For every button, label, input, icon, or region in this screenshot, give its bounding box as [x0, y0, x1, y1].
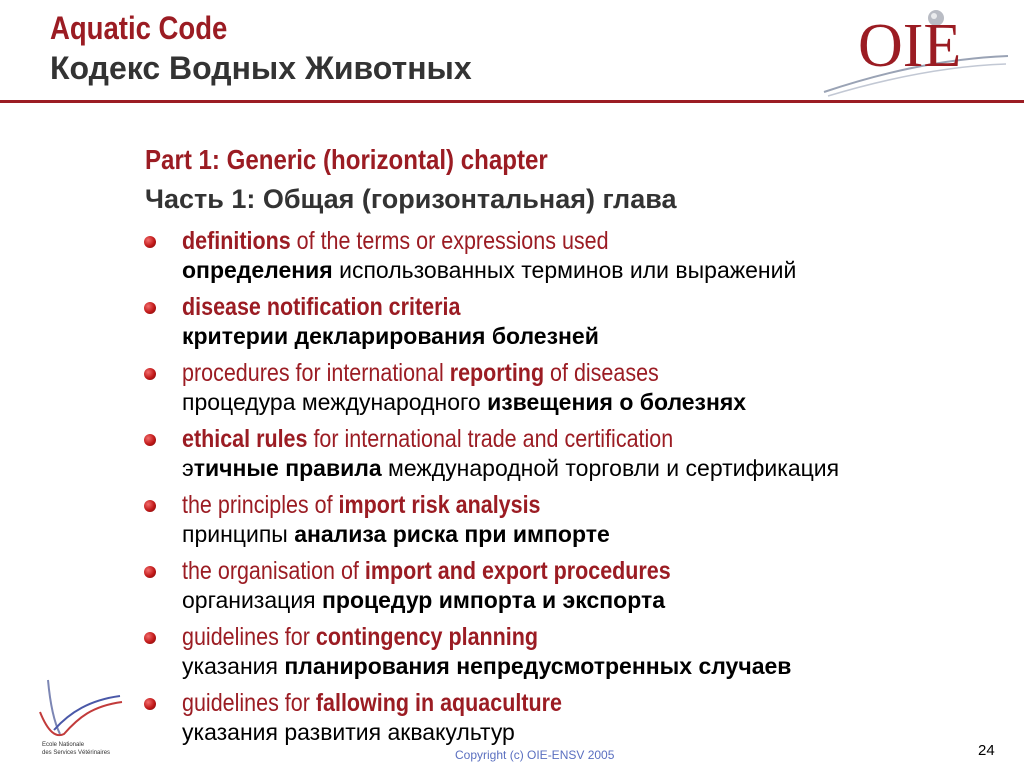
list-item	[144, 292, 1004, 351]
bullet-icon	[144, 236, 156, 248]
part-heading-en: Part 1: Generic (horizontal) chapter	[145, 144, 548, 175]
item-russian	[182, 718, 1004, 747]
item-english-text: for international trade and certification	[307, 425, 674, 453]
oie-logo	[818, 4, 1018, 100]
item-russian-key-term: извещения о болезнях	[487, 389, 747, 415]
item-english	[182, 358, 889, 388]
bullet-icon	[144, 434, 156, 446]
title-en: Aquatic Code	[50, 10, 228, 46]
item-english	[182, 424, 889, 454]
ensv-logo-line1: Ecole Nationale	[42, 742, 85, 748]
item-english-key-term: disease notification criteria	[182, 293, 461, 321]
oie-logo-lettering: OIE	[858, 12, 962, 80]
item-english-text: the principles of	[182, 491, 339, 519]
chapter-list	[144, 226, 1004, 754]
item-english-key-term: contingency planning	[315, 623, 539, 651]
item-russian-text: организация	[182, 587, 323, 613]
item-russian	[182, 454, 1004, 483]
item-russian	[182, 520, 1004, 549]
item-russian-text: указания	[182, 653, 285, 679]
item-english-text: the organisation of	[182, 557, 365, 585]
item-russian	[182, 586, 1004, 615]
bullet-icon	[144, 500, 156, 512]
part-heading-ru: Часть 1: Общая (горизонтальная) глава	[145, 184, 677, 214]
item-english-key-term: import and export procedures	[364, 557, 671, 585]
item-english	[182, 226, 889, 256]
item-english	[182, 556, 889, 586]
item-english	[182, 622, 889, 652]
item-english-text: guidelines for	[182, 689, 316, 717]
item-russian	[182, 388, 1004, 417]
ensv-logo-line2: des Services Vétérinaires	[42, 750, 111, 756]
item-russian	[182, 652, 1004, 681]
list-item	[144, 556, 1004, 615]
item-russian-key-term: критерии декларирования болезней	[182, 323, 599, 349]
item-english-key-term: reporting	[449, 359, 545, 387]
item-russian-text: международной торговли и сертификация	[381, 455, 840, 481]
item-english-text: procedures for international	[182, 359, 450, 387]
page-number: 24	[978, 742, 995, 759]
item-english-text: of diseases	[544, 359, 659, 387]
item-english	[182, 688, 889, 718]
item-russian-text: использованных терминов или выражений	[332, 257, 797, 283]
item-english	[182, 490, 889, 520]
bullet-icon	[144, 368, 156, 380]
ensv-logo	[30, 672, 130, 762]
item-russian-key-term: анализа риска при импорте	[294, 521, 610, 547]
item-english-key-term: fallowing in aquaculture	[315, 689, 562, 717]
list-item	[144, 688, 1004, 747]
copyright-text: Copyright (c) OIE-ENSV 2005	[455, 748, 615, 762]
item-russian	[182, 322, 1004, 351]
header-divider	[0, 100, 1024, 103]
item-english-text: of the terms or expressions used	[290, 227, 609, 255]
bullet-icon	[144, 632, 156, 644]
item-english-text: guidelines for	[182, 623, 316, 651]
item-english	[182, 292, 889, 322]
item-russian-key-term: определения	[182, 257, 333, 283]
bullet-icon	[144, 566, 156, 578]
item-english-key-term: definitions	[182, 227, 291, 255]
list-item	[144, 358, 1004, 417]
title-ru: Кодекс Водных Животных	[50, 50, 472, 86]
item-russian	[182, 256, 1004, 285]
item-russian-key-term: процедур импорта и экспорта	[322, 587, 666, 613]
oie-logo-graphic	[818, 4, 1018, 100]
list-item	[144, 226, 1004, 285]
bullet-icon	[144, 302, 156, 314]
list-item	[144, 490, 1004, 549]
ensv-logo-graphic	[30, 672, 130, 762]
item-russian-text: процедура международного	[182, 389, 488, 415]
item-russian-text: указания развития аквакультур	[182, 719, 515, 745]
item-english-key-term: ethical rules	[182, 425, 308, 453]
list-item	[144, 424, 1004, 483]
item-russian-key-term: тичные правила	[193, 455, 382, 481]
item-russian-text: принципы	[182, 521, 295, 547]
item-russian-text: э	[182, 455, 194, 481]
list-item	[144, 622, 1004, 681]
item-english-key-term: import risk analysis	[338, 491, 541, 519]
item-russian-key-term: планирования непредусмотренных случаев	[284, 653, 792, 679]
bullet-icon	[144, 698, 156, 710]
